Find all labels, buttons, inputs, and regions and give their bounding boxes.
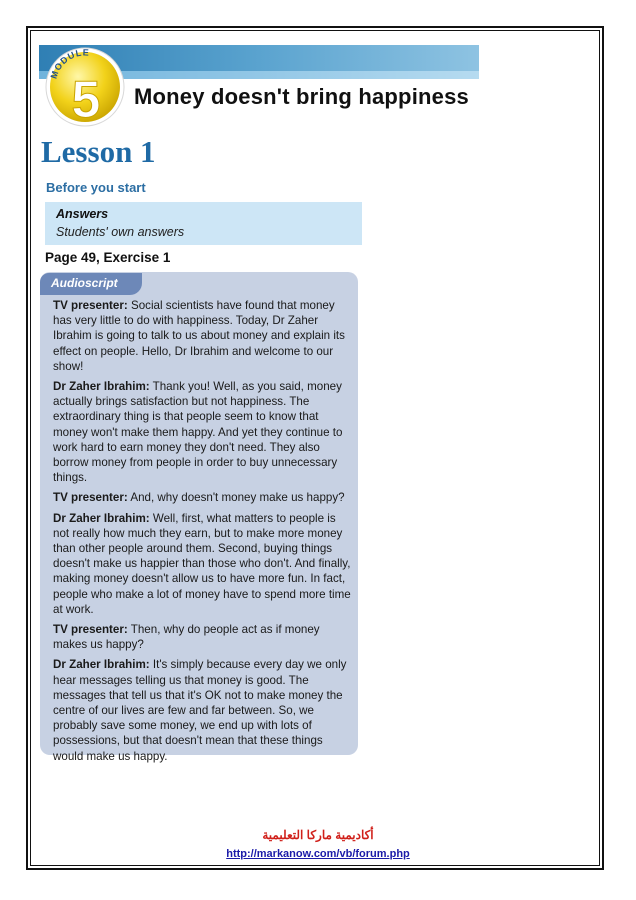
speaker-name: TV presenter: [53, 299, 128, 312]
speaker-name: TV presenter: [53, 491, 128, 505]
dialogue-line [53, 379, 352, 485]
dialogue-text: Thank you! Well, as you said, money actually brings satisfaction but not happiness. The extraordinary thing is that people seem to know that money won't make them happy. And yet they continue to work hard to earn money they don't need. They also borrow money from people in order to buy unnecessary things. [53, 380, 343, 485]
module-title: Money doesn't bring happiness [134, 84, 469, 109]
dialogue-line [53, 298, 352, 374]
lesson-title: Lesson 1 [41, 134, 156, 169]
dialogue-text: Well, first, what matters to people is not really how much they earn, but to make more money than other people around them. Second, buying things doesn't make us happier than those who don't. And finally, making money doesn't allow us to have more fun. In fact, people who make a lot of money have to spend more time at work. [53, 511, 351, 616]
dialogue-text: Social scientists have found that money has very little to do with happiness. Today, Dr Zaher Ibrahim is going to talk to us about money and explain its effect on people. Hello, Dr Ibrahim and welcome to our show! [53, 299, 345, 373]
dialogue-text: It's simply because every day we only hear messages telling us that money is good. The messages that tell us that it's OK not to make money the centre of our lives are few and far between. So, we probably save some money, we end up with lots of possessions, but that doesn't mean that these things would make us happy. [53, 658, 347, 763]
speaker-name: Dr Zaher Ibrahim: [53, 658, 150, 672]
dialogue-line [53, 511, 352, 617]
speaker-name: TV presenter: [53, 623, 128, 637]
answers-text: Students' own answers [56, 225, 185, 239]
footer-academy-name: أكاديمية ماركا التعليمية [262, 828, 374, 842]
dialogue-line [53, 490, 352, 505]
dialogue-line [53, 657, 352, 763]
speaker-name: Dr Zaher Ibrahim: [53, 380, 150, 394]
module-badge [42, 44, 128, 130]
dialogue-line [53, 622, 352, 652]
dialogue-text: And, why doesn't money make us happy? [130, 491, 345, 505]
answers-label: Answers [56, 207, 109, 221]
module-badge-label: MODULE [48, 47, 90, 81]
module-number: 5 [71, 71, 101, 129]
audioscript-panel [40, 272, 358, 763]
answers-box [45, 202, 362, 245]
audioscript-label: Audioscript [51, 276, 118, 290]
speaker-name: Dr Zaher Ibrahim: [53, 511, 150, 525]
before-you-start-heading: Before you start [46, 180, 146, 195]
exercise-reference: Page 49, Exercise 1 [45, 250, 171, 265]
dialogue-text: Then, why do people act as if money makes us happy? [53, 623, 320, 652]
footer-link[interactable]: http://markanow.com/vb/forum.php [226, 848, 410, 860]
